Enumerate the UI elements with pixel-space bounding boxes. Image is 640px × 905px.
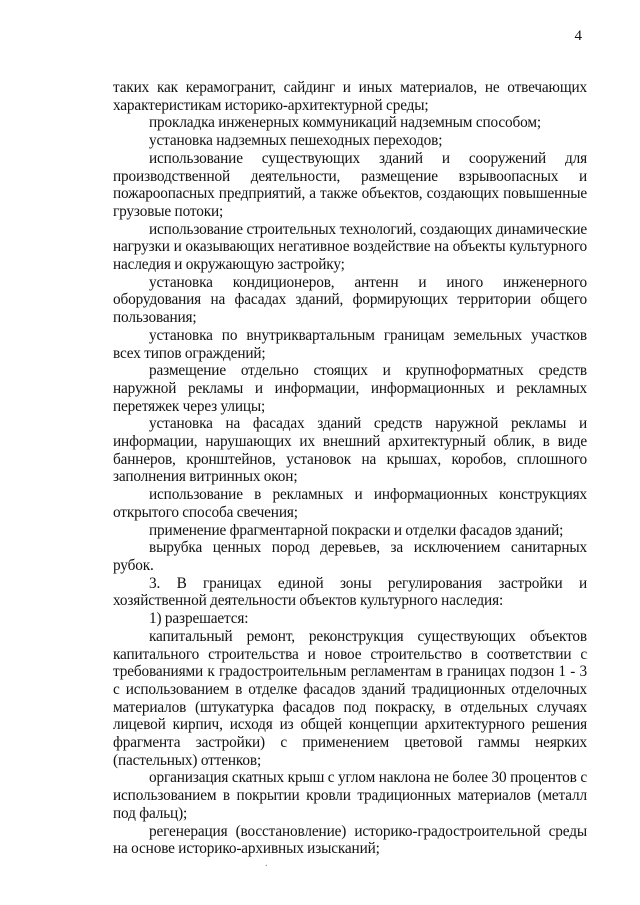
- paragraph-tree-felling: вырубка ценных пород деревьев, за исключением санитарных рубок.: [113, 539, 587, 574]
- paragraph-pedestrian-crossings: установка надземных пешеходных переходов;: [149, 132, 443, 150]
- paragraph-industrial-use: использование существующих зданий и сооружений для производственной деятельности, размещение взрывоопасных и пожароопасных предприятий, а также объектов, создающих повышенные грузовые потоки;: [113, 149, 587, 220]
- document-body: [113, 79, 587, 858]
- footer-mark: .: [265, 858, 268, 869]
- paragraph-pitched-roofs: организация скатных крыш с углом наклона не более 30 процентов с использованием в покрытии кровли традиционных материалов (металл под фальц);: [113, 769, 587, 822]
- paragraph-materials: таких как керамогранит, сайдинг и иных материалов, не отвечающих характеристикам историко-архитектурной среды;: [113, 79, 587, 114]
- paragraph-air-conditioners: установка кондиционеров, антенн и иного инженерного оборудования на фасадах зданий, формирующих территории общего пользования;: [113, 273, 587, 327]
- paragraph-fragmentary-painting: применение фрагментарной покраски и отделки фасадов зданий;: [149, 521, 564, 539]
- paragraph-facade-advertising: установка на фасадах зданий средств наружной рекламы и информации, нарушающих их внешний архитектурный облик, в виде баннеров, кронштейнов, установок на крышах, коробов, сплошного заполнения витринных окон;: [113, 415, 587, 486]
- page-number: 4: [574, 28, 582, 44]
- paragraph-utilities-above-ground: прокладка инженерных коммуникаций надземным способом;: [149, 114, 541, 132]
- paragraph-capital-repair: капитальный ремонт, реконструкция существующих объектов капитального строительства и новое строительство в соответствии с требованиями к градостроительным регламентам в границах подзон 1 - 3 с использованием в отделке фасадов зданий традиционных отделочных материалов (штукатурка фасадов под покраску, в отдельных случаях лицевой кирпич, исходя из общей концепции архитектурного решения фрагмента застройки) с применением цветовой гаммы неярких (пастельных) оттенков;: [113, 627, 587, 769]
- paragraph-allowed-heading: 1) разрешается:: [149, 610, 249, 628]
- paragraph-construction-technologies: использование строительных технологий, создающих динамические нагрузки и оказывающих негативное воздействие на объекты культурного наследия и окружающую застройку;: [113, 220, 587, 274]
- paragraph-section-3-heading: 3. В границах единой зоны регулирования застройки и хозяйственной деятельности объектов культурного наследия:: [113, 574, 587, 610]
- paragraph-regeneration: регенерация (восстановление) историко-градостроительной среды на основе историко-архивных изысканий;: [113, 822, 587, 858]
- paragraph-open-lighting: использование в рекламных и информационных конструкциях открытого способа свечения;: [113, 486, 587, 521]
- paragraph-outdoor-advertising: размещение отдельно стоящих и крупноформатных средств наружной рекламы и информации, информационных и рекламных перетяжек через улицы;: [113, 362, 587, 415]
- paragraph-fences: установка по внутриквартальным границам земельных участков всех типов ограждений;: [113, 326, 587, 362]
